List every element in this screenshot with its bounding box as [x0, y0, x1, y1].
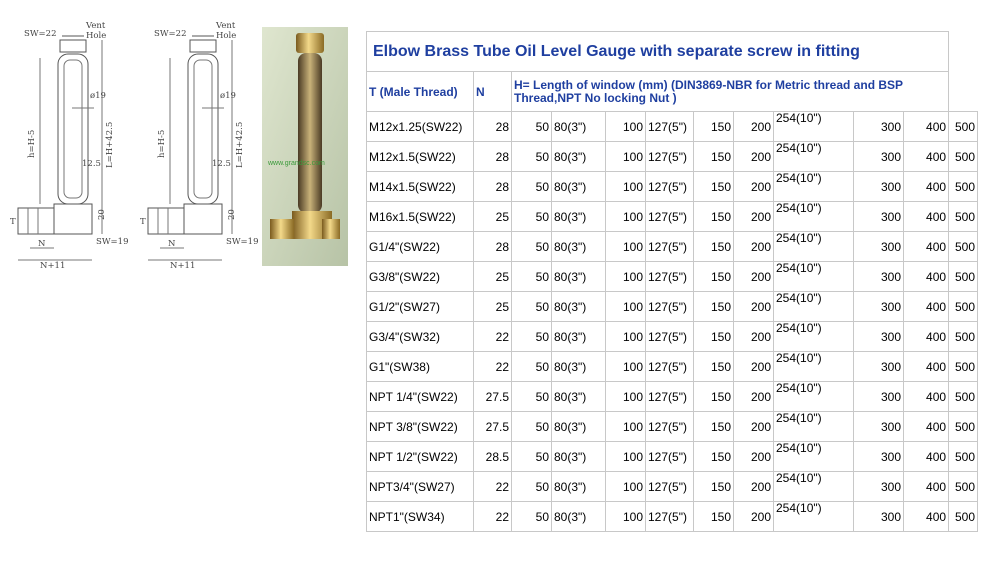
header-n: N: [474, 72, 512, 112]
window-length-cell: 127(5"): [646, 292, 694, 322]
n11-label: N+11: [40, 261, 66, 268]
window-length-cell: 500: [949, 442, 978, 472]
table-row: [367, 442, 978, 472]
n-cell: 22: [474, 502, 512, 532]
table-row: [367, 502, 978, 532]
window-length-cell: 127(5"): [646, 172, 694, 202]
window-length-cell: 127(5"): [646, 232, 694, 262]
window-length-cell: 150: [694, 262, 734, 292]
thread-cell: M16x1.5(SW22): [367, 202, 474, 232]
product-photo: [262, 27, 348, 266]
thread-cell: NPT1"(SW34): [367, 502, 474, 532]
hole-label: Hole: [216, 31, 237, 41]
window-length-cell: 100: [606, 202, 646, 232]
window-length-cell: 100: [606, 112, 646, 142]
window-length-cell: 300: [854, 412, 904, 442]
table-row: [367, 352, 978, 382]
thread-cell: G1/4"(SW22): [367, 232, 474, 262]
window-length-cell: 200: [734, 142, 774, 172]
sw19-label: SW=19: [226, 237, 259, 247]
window-length-cell: 500: [949, 262, 978, 292]
n-cell: 27.5: [474, 412, 512, 442]
vent-label: Vent: [216, 21, 236, 31]
window-length-cell: 50: [512, 502, 552, 532]
table-row: [367, 142, 978, 172]
window-length-cell: 127(5"): [646, 112, 694, 142]
window-length-cell: 50: [512, 352, 552, 382]
window-length-cell: 400: [904, 352, 949, 382]
window-length-cell: 150: [694, 142, 734, 172]
photo-watermark: www.grandsc.com: [268, 160, 325, 167]
window-length-cell: 100: [606, 412, 646, 442]
window-length-cell: 400: [904, 262, 949, 292]
n-label: N: [168, 239, 176, 249]
window-length-cell: 127(5"): [646, 442, 694, 472]
table-row: [367, 412, 978, 442]
window-length-cell: 200: [734, 262, 774, 292]
table-row: [367, 322, 978, 352]
h-label: h=H-5: [157, 129, 167, 158]
n-cell: 25: [474, 262, 512, 292]
spec-table: [366, 31, 978, 532]
window-length-cell: 150: [694, 292, 734, 322]
window-length-cell: 50: [512, 262, 552, 292]
gauge-drawing-right: [140, 18, 260, 268]
window-length-cell: 300: [854, 442, 904, 472]
l-label: L=H+42.5: [235, 121, 245, 168]
window-length-cell: 500: [949, 142, 978, 172]
table-row: [367, 262, 978, 292]
window-length-cell: 300: [854, 352, 904, 382]
window-length-cell: 100: [606, 142, 646, 172]
n-cell: 28.5: [474, 442, 512, 472]
window-length-cell: 254(10"): [774, 172, 854, 202]
window-length-cell: 50: [512, 142, 552, 172]
window-length-cell: 100: [606, 502, 646, 532]
window-length-cell: 500: [949, 502, 978, 532]
window-length-cell: 200: [734, 112, 774, 142]
window-length-cell: 127(5"): [646, 472, 694, 502]
n-cell: 22: [474, 352, 512, 382]
n-cell: 28: [474, 172, 512, 202]
window-length-cell: 400: [904, 202, 949, 232]
sw19-label: SW=19: [96, 237, 129, 247]
window-length-cell: 300: [854, 502, 904, 532]
hole-label: Hole: [86, 31, 107, 41]
window-length-cell: 50: [512, 232, 552, 262]
table-body: [367, 32, 978, 532]
window-length-cell: 100: [606, 172, 646, 202]
t-label: T: [140, 217, 146, 227]
window-length-cell: 200: [734, 292, 774, 322]
n-cell: 28: [474, 232, 512, 262]
window-length-cell: 150: [694, 112, 734, 142]
window-length-cell: 300: [854, 472, 904, 502]
n-cell: 22: [474, 322, 512, 352]
thread-cell: NPT 1/2"(SW22): [367, 442, 474, 472]
window-length-cell: 80(3"): [552, 142, 606, 172]
window-length-cell: 254(10"): [774, 292, 854, 322]
n-cell: 25: [474, 202, 512, 232]
window-length-cell: 500: [949, 382, 978, 412]
window-length-cell: 150: [694, 322, 734, 352]
window-length-cell: 500: [949, 292, 978, 322]
window-length-cell: 150: [694, 352, 734, 382]
table-row: [367, 112, 978, 142]
window-length-cell: 400: [904, 382, 949, 412]
twenty-label: 20: [227, 209, 237, 220]
window-length-cell: 80(3"): [552, 172, 606, 202]
window-length-cell: 200: [734, 472, 774, 502]
window-length-cell: 254(10"): [774, 262, 854, 292]
window-length-cell: 500: [949, 112, 978, 142]
window-length-cell: 400: [904, 232, 949, 262]
window-length-cell: 100: [606, 322, 646, 352]
width-label: 12.5: [82, 159, 101, 169]
window-length-cell: 150: [694, 412, 734, 442]
window-length-cell: 300: [854, 112, 904, 142]
window-length-cell: 200: [734, 322, 774, 352]
table-row: [367, 382, 978, 412]
window-length-cell: 100: [606, 232, 646, 262]
window-length-cell: 500: [949, 172, 978, 202]
title-row: [367, 32, 978, 72]
window-length-cell: 254(10"): [774, 232, 854, 262]
window-length-cell: 400: [904, 412, 949, 442]
window-length-cell: 254(10"): [774, 352, 854, 382]
window-length-cell: 254(10"): [774, 412, 854, 442]
header-thread: T (Male Thread): [367, 72, 474, 112]
window-length-cell: 50: [512, 472, 552, 502]
window-length-cell: 500: [949, 472, 978, 502]
window-length-cell: 200: [734, 442, 774, 472]
sw22-label: SW=22: [24, 29, 57, 39]
window-length-cell: 400: [904, 142, 949, 172]
window-length-cell: 80(3"): [552, 202, 606, 232]
thread-cell: G1/2"(SW27): [367, 292, 474, 322]
window-length-cell: 50: [512, 322, 552, 352]
l-label: L=H+42.5: [105, 121, 115, 168]
thread-cell: NPT3/4"(SW27): [367, 472, 474, 502]
thread-cell: M12x1.25(SW22): [367, 112, 474, 142]
window-length-cell: 127(5"): [646, 412, 694, 442]
window-length-cell: 127(5"): [646, 142, 694, 172]
window-length-cell: 300: [854, 142, 904, 172]
window-length-cell: 254(10"): [774, 472, 854, 502]
n-label: N: [38, 239, 46, 249]
window-length-cell: 300: [854, 382, 904, 412]
window-length-cell: 400: [904, 172, 949, 202]
vent-label: Vent: [86, 21, 106, 31]
window-length-cell: 254(10"): [774, 382, 854, 412]
thread-cell: NPT 3/8"(SW22): [367, 412, 474, 442]
window-length-cell: 50: [512, 442, 552, 472]
window-length-cell: 80(3"): [552, 322, 606, 352]
window-length-cell: 400: [904, 472, 949, 502]
window-length-cell: 127(5"): [646, 262, 694, 292]
window-length-cell: 50: [512, 292, 552, 322]
thread-cell: M12x1.5(SW22): [367, 142, 474, 172]
window-length-cell: 400: [904, 502, 949, 532]
window-length-cell: 100: [606, 292, 646, 322]
n-cell: 27.5: [474, 382, 512, 412]
window-length-cell: 50: [512, 382, 552, 412]
table-row: [367, 292, 978, 322]
window-length-cell: 80(3"): [552, 262, 606, 292]
table-row: [367, 202, 978, 232]
thread-cell: G1"(SW38): [367, 352, 474, 382]
window-length-cell: 80(3"): [552, 382, 606, 412]
window-length-cell: 127(5"): [646, 352, 694, 382]
window-length-cell: 300: [854, 172, 904, 202]
header-window: H= Length of window (mm) (DIN3869-NBR for Metric thread and BSP Thread,NPT No locking Nut ): [512, 72, 949, 112]
window-length-cell: 300: [854, 262, 904, 292]
width-label: 12.5: [212, 159, 231, 169]
window-length-cell: 80(3"): [552, 232, 606, 262]
window-length-cell: 500: [949, 202, 978, 232]
window-length-cell: 254(10"): [774, 202, 854, 232]
thread-cell: NPT 1/4"(SW22): [367, 382, 474, 412]
n-cell: 22: [474, 472, 512, 502]
window-length-cell: 100: [606, 352, 646, 382]
window-length-cell: 50: [512, 172, 552, 202]
window-length-cell: 100: [606, 442, 646, 472]
window-length-cell: 500: [949, 412, 978, 442]
window-length-cell: 300: [854, 202, 904, 232]
thread-cell: G3/4"(SW32): [367, 322, 474, 352]
window-length-cell: 254(10"): [774, 112, 854, 142]
window-length-cell: 200: [734, 502, 774, 532]
table-row: [367, 472, 978, 502]
window-length-cell: 80(3"): [552, 352, 606, 382]
twenty-label: 20: [97, 209, 107, 220]
n11-label: N+11: [170, 261, 196, 268]
window-length-cell: 200: [734, 172, 774, 202]
window-length-cell: 300: [854, 292, 904, 322]
window-length-cell: 100: [606, 382, 646, 412]
window-length-cell: 150: [694, 172, 734, 202]
window-length-cell: 50: [512, 202, 552, 232]
window-length-cell: 150: [694, 202, 734, 232]
table-title: Elbow Brass Tube Oil Level Gauge with separate screw in fitting: [367, 32, 949, 72]
window-length-cell: 80(3"): [552, 412, 606, 442]
n-cell: 25: [474, 292, 512, 322]
window-length-cell: 80(3"): [552, 112, 606, 142]
window-length-cell: 200: [734, 202, 774, 232]
table-row: [367, 172, 978, 202]
diameter-label: ø19: [220, 91, 236, 101]
window-length-cell: 150: [694, 472, 734, 502]
window-length-cell: 150: [694, 382, 734, 412]
window-length-cell: 80(3"): [552, 502, 606, 532]
window-length-cell: 400: [904, 112, 949, 142]
window-length-cell: 80(3"): [552, 292, 606, 322]
window-length-cell: 80(3"): [552, 442, 606, 472]
thread-cell: M14x1.5(SW22): [367, 172, 474, 202]
window-length-cell: 127(5"): [646, 322, 694, 352]
window-length-cell: 50: [512, 412, 552, 442]
table-row: [367, 232, 978, 262]
window-length-cell: 300: [854, 232, 904, 262]
window-length-cell: 400: [904, 442, 949, 472]
window-length-cell: 100: [606, 472, 646, 502]
window-length-cell: 500: [949, 232, 978, 262]
window-length-cell: 127(5"): [646, 382, 694, 412]
n-cell: 28: [474, 112, 512, 142]
window-length-cell: 200: [734, 352, 774, 382]
thread-cell: G3/8"(SW22): [367, 262, 474, 292]
window-length-cell: 254(10"): [774, 502, 854, 532]
window-length-cell: 150: [694, 502, 734, 532]
window-length-cell: 80(3"): [552, 472, 606, 502]
window-length-cell: 400: [904, 292, 949, 322]
window-length-cell: 254(10"): [774, 442, 854, 472]
window-length-cell: 300: [854, 322, 904, 352]
window-length-cell: 127(5"): [646, 202, 694, 232]
window-length-cell: 200: [734, 382, 774, 412]
window-length-cell: 400: [904, 322, 949, 352]
window-length-cell: 200: [734, 412, 774, 442]
n-cell: 28: [474, 142, 512, 172]
t-label: T: [10, 217, 16, 227]
header-row: [367, 72, 978, 112]
window-length-cell: 200: [734, 232, 774, 262]
window-length-cell: 500: [949, 352, 978, 382]
window-length-cell: 500: [949, 322, 978, 352]
gauge-drawing-left: [10, 18, 130, 268]
diameter-label: ø19: [90, 91, 106, 101]
h-label: h=H-5: [27, 129, 37, 158]
window-length-cell: 127(5"): [646, 502, 694, 532]
window-length-cell: 150: [694, 442, 734, 472]
window-length-cell: 150: [694, 232, 734, 262]
window-length-cell: 100: [606, 262, 646, 292]
window-length-cell: 50: [512, 112, 552, 142]
window-length-cell: 254(10"): [774, 142, 854, 172]
sw22-label: SW=22: [154, 29, 187, 39]
window-length-cell: 254(10"): [774, 322, 854, 352]
